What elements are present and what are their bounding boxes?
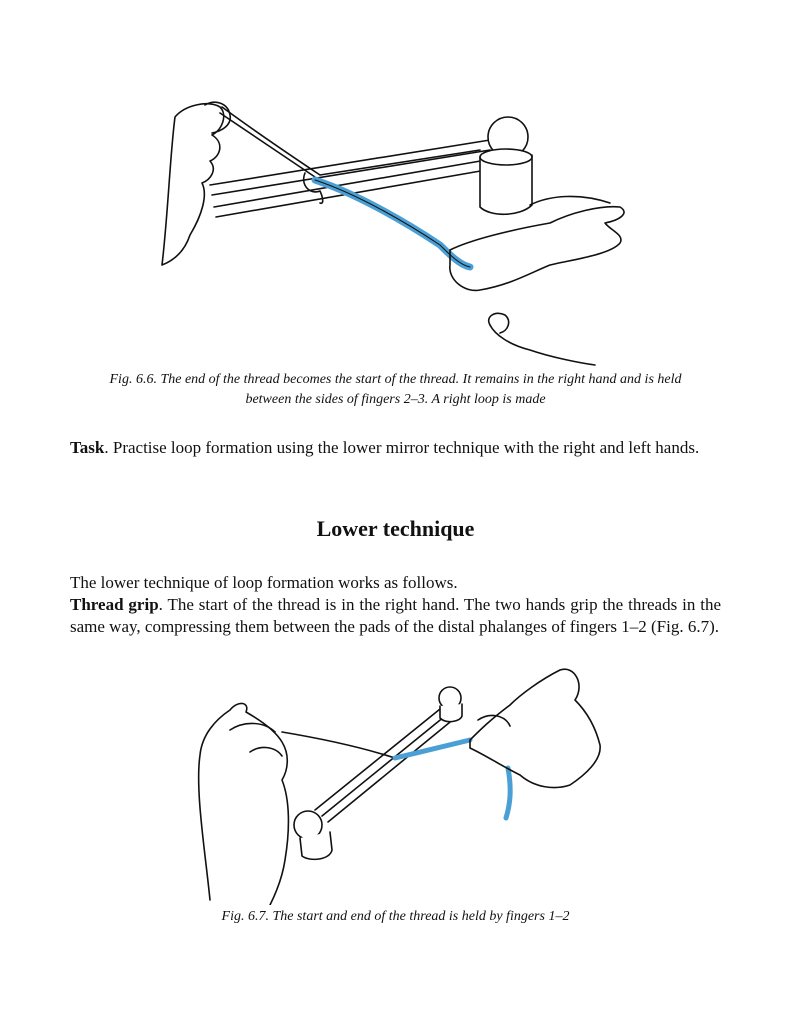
figure-6-6-caption-line-1: Fig. 6.6. The end of the thread becomes the start of the thread. It remains in the right hand and is held: [109, 372, 682, 387]
task-label: Task: [70, 438, 105, 457]
left-hand-2: [199, 703, 289, 905]
task-text: . Practise loop formation using the lower mirror technique with the right and left hands.: [104, 438, 700, 457]
right-hand-2: [470, 669, 600, 787]
section-heading: Lower technique: [316, 516, 475, 541]
figure-6-6-caption-line-2: between the sides of fingers 2–3. A right loop is made: [245, 392, 546, 407]
thread-grip-paragraph: [70, 594, 721, 638]
figure-6-6-illustration: [150, 95, 640, 370]
figure-6-7-illustration: [190, 660, 610, 905]
thread-grip-text: . The start of the thread is in the right hand. The two hands grip the threads in the same way, compressing them between the pads of the distal phalanges of fingers 1–2 (Fig. 6.7).: [70, 595, 721, 636]
task-paragraph: [70, 437, 721, 459]
intro-paragraph: The lower technique of loop formation works as follows.: [70, 573, 458, 592]
figure-6-7-caption: Fig. 6.7. The start and end of the thread is held by fingers 1–2: [221, 909, 570, 924]
thread-grip-label: Thread grip: [70, 595, 159, 614]
right-hand: [450, 207, 624, 291]
